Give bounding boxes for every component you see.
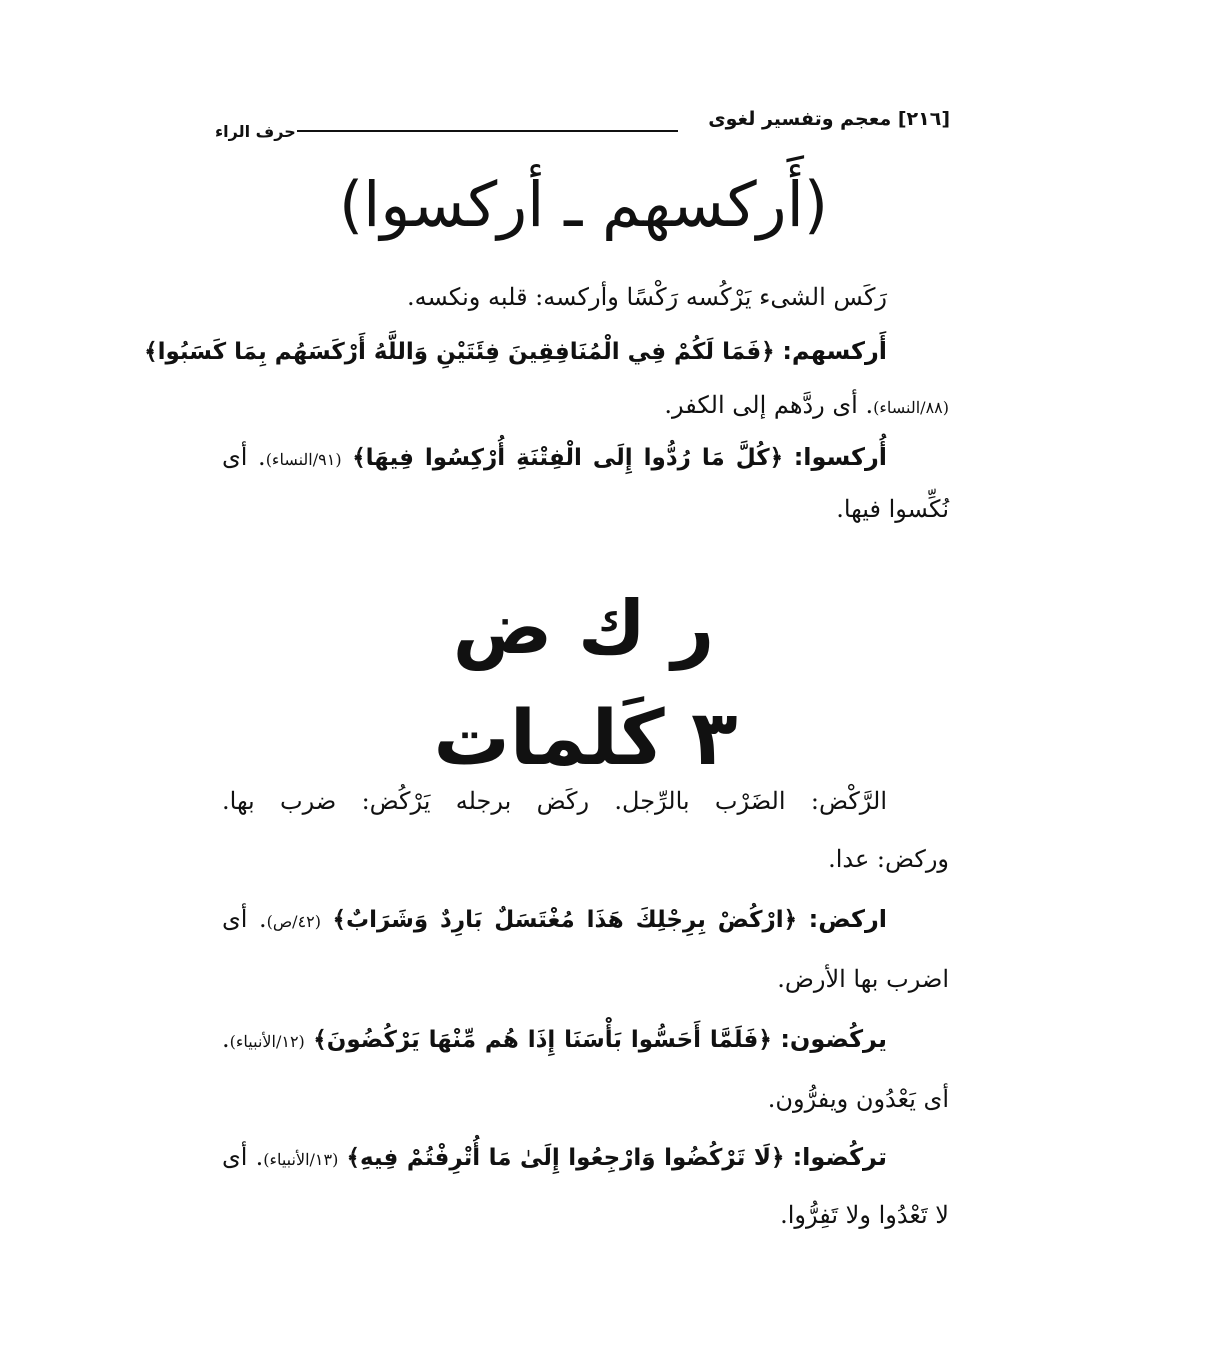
entry-line <box>222 902 887 939</box>
verse-reference: (١٢/الأنبياء) <box>229 1032 305 1051</box>
entry-line <box>222 440 887 477</box>
quran-verse: ﴿لَا تَرْكُضُوا وَارْجِعُوا إِلَىٰ مَا أُتْرِفْتُمْ فِيهِ﴾ <box>346 1145 785 1171</box>
entry-line: نُكِّسوا فيها. <box>836 495 949 523</box>
entry-line: لا تَعْدُوا ولا تَفِرُّوا. <box>780 1201 949 1229</box>
verse-reference: (٨٨/النساء) <box>873 398 949 417</box>
root-word-count: ٣ كَلمات <box>433 693 738 782</box>
entry-term: أَركسهم: <box>782 337 887 365</box>
entry-term: تركُضوا: <box>792 1143 887 1171</box>
entry-term: اركض: <box>808 905 887 933</box>
root-letters: ر ك ض <box>452 585 715 671</box>
verse-reference: (١٣/الأنبياء) <box>263 1150 339 1169</box>
quran-verse: ﴿كُلَّ مَا رُدُّوا إِلَى الْفِتْنَةِ أُرْكِسُوا فِيهَا﴾ <box>352 445 784 471</box>
entry-line: الرَّكْض: الضَرْب بالرِّجل. ركَض برجله يَرْكُض: ضرب بها. <box>222 787 887 815</box>
entry-line <box>222 1022 887 1059</box>
section-name: حرف الراء <box>215 122 296 141</box>
running-header <box>215 108 950 141</box>
page-number-title: [٢١٦] معجم وتفسير لغوى <box>708 108 950 130</box>
quran-verse: ﴿فَلَمَّا أَحَسُّوا بَأْسَنَا إِذَا هُم مِّنْهَا يَرْكُضُونَ﴾ <box>313 1027 772 1053</box>
explanation: . <box>222 1025 230 1053</box>
entry-line <box>144 334 887 369</box>
quran-verse: ﴿ارْكُضْ بِرِجْلِكَ هَذَا مُغْتَسَلٌ بَارِدٌ وَشَرَابٌ﴾ <box>332 907 798 933</box>
entry-line <box>222 1140 887 1177</box>
entry-line: أى يَعْدُون ويفرُّون. <box>767 1085 949 1113</box>
quran-verse: ﴿فَمَا لَكُمْ فِي الْمُنَافِقِينَ فِئَتَيْنِ وَاللَّهُ أَرْكَسَهُم بِمَا كَسَبُوا﴾ <box>144 339 775 365</box>
entry-line: رَكَس الشىء يَرْكُسه رَكْسًا وأركسه: قلبه ونكسه. <box>406 283 887 311</box>
verse-reference: (٤٢/ص) <box>266 912 321 931</box>
explanation: . أى ردَّهم إلى الكفر. <box>664 391 874 419</box>
header-rule <box>297 130 678 132</box>
verse-reference: (٩١/النساء) <box>265 450 342 469</box>
entry-term: يركُضون: <box>780 1025 887 1053</box>
entry-line: وركض: عدا. <box>828 845 949 873</box>
explanation: . أى <box>222 1143 264 1171</box>
explanation: . أى <box>222 905 267 933</box>
explanation: . أى <box>222 443 266 471</box>
entry-line <box>249 388 949 425</box>
entry-line: اضرب بها الأرض. <box>777 965 949 993</box>
entry-title: (أَركسهم ـ أركسوا) <box>338 168 829 241</box>
entry-term: أُركسوا: <box>793 443 887 471</box>
